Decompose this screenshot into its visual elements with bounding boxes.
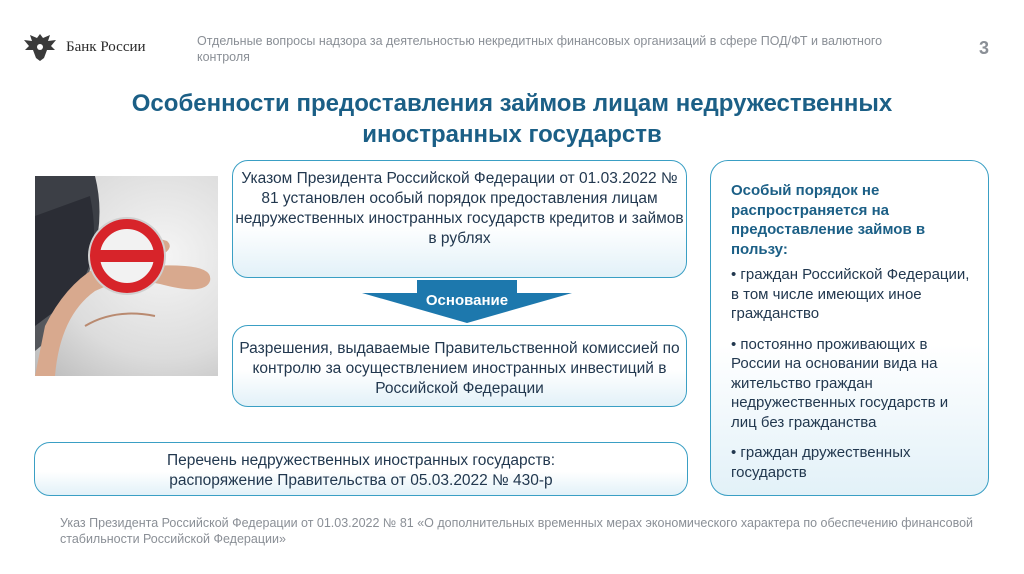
exception-item: • постоянно проживающих в России на основании вида на жительство граждан недружественных государств и лиц без гражданства <box>731 335 949 431</box>
list-box-line-1: Перечень недружественных иностранных государств: <box>166 452 556 469</box>
exception-item: • граждан Российской Федерации, в том числе имеющих иное гражданство <box>731 266 970 322</box>
hand-stop-illustration <box>35 176 218 376</box>
permits-box: Разрешения, выдаваемые Правительственной комиссией по контролю за осуществлением иностранных инвестиций в Российской Федерации <box>232 325 687 407</box>
exceptions-box <box>710 160 989 496</box>
double-headed-eagle-icon <box>20 30 60 64</box>
hand-stop-photo <box>35 176 218 376</box>
exception-item: • граждан дружественных государств <box>731 444 911 481</box>
list-box-line-2: распоряжение Правительства от 05.03.2022 № 430-р <box>169 472 553 489</box>
decree-box: Указом Президента Российской Федерации от 01.03.2022 № 81 установлен особый порядок предоставления лицам недружественных иностранных государств кредитов и займов в рублях <box>232 160 687 278</box>
unfriendly-states-list-box <box>34 442 688 496</box>
page-number: 3 <box>978 38 989 58</box>
logo-text: Банк России <box>66 38 146 55</box>
exceptions-heading: Особый порядок не распространяется на предоставление займов в пользу: <box>731 182 926 258</box>
bank-logo <box>20 30 146 64</box>
basis-arrow-label: Основание <box>425 292 509 309</box>
header-subtitle: Отдельные вопросы надзора за деятельностью некредитных финансовых организаций в сфере ПОД/ФТ и валютного контроля <box>197 34 883 64</box>
basis-arrow <box>362 280 572 323</box>
footer-note: Указ Президента Российской Федерации от 01.03.2022 № 81 «О дополнительных временных мерах экономического характера по обеспечению финансовой стабильности Российской Федерации» <box>60 516 974 546</box>
slide-title: Особенности предоставления займов лицам недружественных иностранных государств <box>131 90 893 148</box>
